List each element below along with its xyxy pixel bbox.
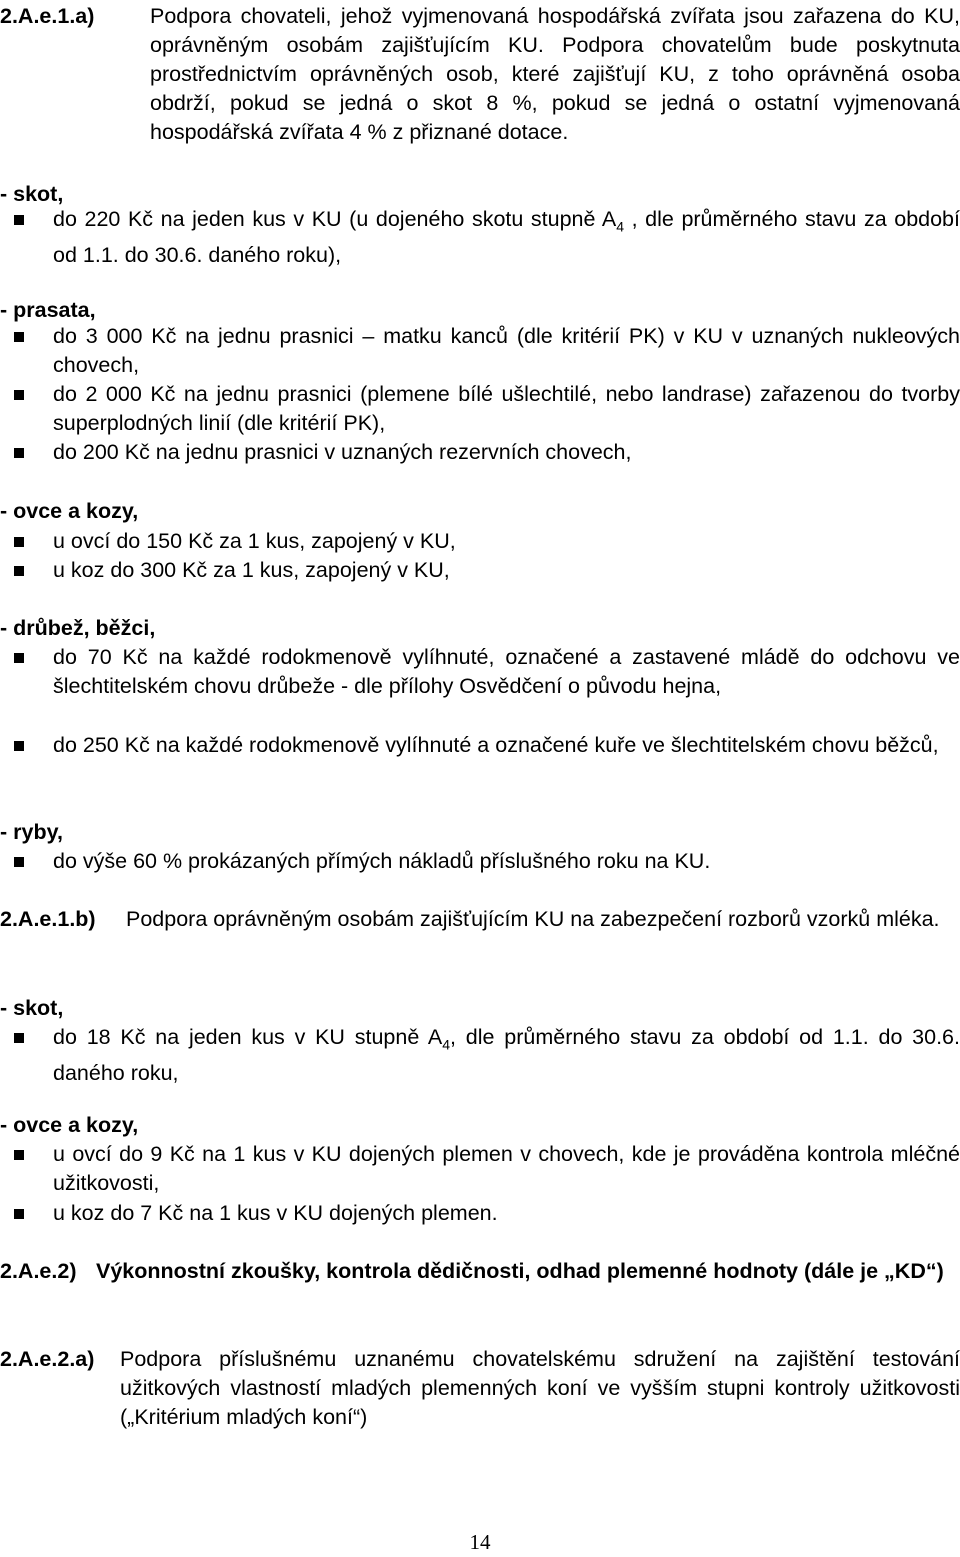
category-label-ovce-kozy: - ovce a kozy, bbox=[0, 499, 139, 523]
section-title: Výkonnostní zkoušky, kontrola dědičnosti, odhad plemenné hodnoty (dále je „KD“) bbox=[96, 1259, 944, 1283]
page-number: 14 bbox=[469, 1530, 491, 1554]
list-item bbox=[0, 322, 960, 380]
category-label-ovce-kozy: - ovce a kozy, bbox=[0, 1113, 139, 1137]
section-2Ae1b bbox=[0, 905, 960, 934]
section-number: 2.A.e.1.a) bbox=[0, 4, 95, 28]
bullet-icon bbox=[14, 653, 24, 663]
section-2Ae2 bbox=[0, 1257, 960, 1286]
list-item-text: u ovcí do 9 Kč na 1 kus v KU dojených plemen v chovech, kde je prováděna kontrola mléčné užitkovosti, bbox=[53, 1142, 960, 1195]
section-text: Podpora oprávněným osobám zajišťujícím KU na zabezpečení rozborů vzorků mléka. bbox=[126, 907, 940, 931]
list-item-text: do 250 Kč na každé rodokmenově vylíhnuté a označené kuře ve šlechtitelském chovu běžců, bbox=[53, 733, 939, 757]
list-item bbox=[0, 847, 960, 876]
list-item-text: u koz do 300 Kč za 1 kus, zapojený v KU, bbox=[53, 558, 450, 582]
section-2Ae1a bbox=[0, 2, 960, 147]
bullet-icon bbox=[14, 857, 24, 867]
list-item bbox=[0, 556, 960, 585]
list-item bbox=[0, 380, 960, 438]
list-item-text: do 2 000 Kč na jednu prasnici (plemene bílé ušlechtilé, nebo landrase) zařazenou do tvorby superplodných linií (dle kritérií PK), bbox=[53, 382, 960, 435]
category-label-skot: - skot, bbox=[0, 182, 64, 206]
list-item bbox=[0, 438, 960, 467]
section-text: Podpora příslušnému uznanému chovatelskému sdružení na zajištění testování užitkových vlastností mladých plemenných koní ve vyšším stupni kontroly užitkovosti („Kritérium mladých koní“) bbox=[120, 1347, 960, 1429]
list-item-text: do 70 Kč na každé rodokmenově vylíhnuté, označené a zastavené mládě do odchovu ve šlechtitelském chovu drůbeže - dle přílohy Osvědčení o původu hejna, bbox=[53, 645, 960, 698]
category-label-ryby: - ryby, bbox=[0, 820, 63, 844]
bullet-icon bbox=[14, 390, 24, 400]
category-label-prasata: - prasata, bbox=[0, 298, 96, 322]
category-label-drubez: - drůbež, běžci, bbox=[0, 616, 156, 640]
bullet-icon bbox=[14, 215, 24, 225]
list-item bbox=[0, 1199, 960, 1228]
bullet-icon bbox=[14, 448, 24, 458]
list-item bbox=[0, 1023, 960, 1088]
list-item bbox=[0, 527, 960, 556]
list-item-text: do 18 Kč na jeden kus v KU stupně $A_4$, dle průměrného stavu za období od 1.1. do 30.6. daného roku, bbox=[53, 1025, 960, 1086]
section-text: Podpora chovateli, jehož vyjmenovaná hospodářská zvířata jsou zařazena do KU, oprávněným osobám zajišťujícím KU. Podpora chovatelům bude poskytnuta prostřednictvím oprávněných osob, které zajišťují KU, z toho oprávněná osoba obdrží, pokud se jedná o skot 8 %, pokud se jedná o ostatní vyjmenovaná hospodářská zvířata 4 % z přiznané dotace. bbox=[150, 4, 960, 144]
section-number: 2.A.e.1.b) bbox=[0, 907, 96, 931]
list-item-text: do 200 Kč na jednu prasnici v uznaných rezervních chovech, bbox=[53, 440, 632, 464]
list-item bbox=[0, 205, 960, 270]
list-item-text: do 220 Kč na jeden kus v KU (u dojeného skotu stupně $A_4$ , dle průměrného stavu za období od 1.1. do 30.6. daného roku), bbox=[53, 207, 960, 268]
bullet-icon bbox=[14, 1150, 24, 1160]
section-2Ae2a bbox=[0, 1345, 960, 1432]
bullet-icon bbox=[14, 1209, 24, 1219]
list-item bbox=[0, 731, 960, 760]
list-item-text: u koz do 7 Kč na 1 kus v KU dojených plemen. bbox=[53, 1201, 498, 1225]
bullet-icon bbox=[14, 332, 24, 342]
list-item-text: u ovcí do 150 Kč za 1 kus, zapojený v KU, bbox=[53, 529, 456, 553]
section-number: 2.A.e.2.a) bbox=[0, 1347, 95, 1371]
category-label-skot: - skot, bbox=[0, 996, 64, 1020]
bullet-icon bbox=[14, 566, 24, 576]
bullet-icon bbox=[14, 1033, 24, 1043]
section-number: 2.A.e.2) bbox=[0, 1259, 77, 1283]
list-item-text: do 3 000 Kč na jednu prasnici – matku kanců (dle kritérií PK) v KU v uznaných nukleových chovech, bbox=[53, 324, 960, 377]
list-item-text: do výše 60 % prokázaných přímých nákladů příslušného roku na KU. bbox=[53, 849, 711, 873]
list-item bbox=[0, 1140, 960, 1198]
bullet-icon bbox=[14, 741, 24, 751]
bullet-icon bbox=[14, 537, 24, 547]
list-item bbox=[0, 643, 960, 701]
